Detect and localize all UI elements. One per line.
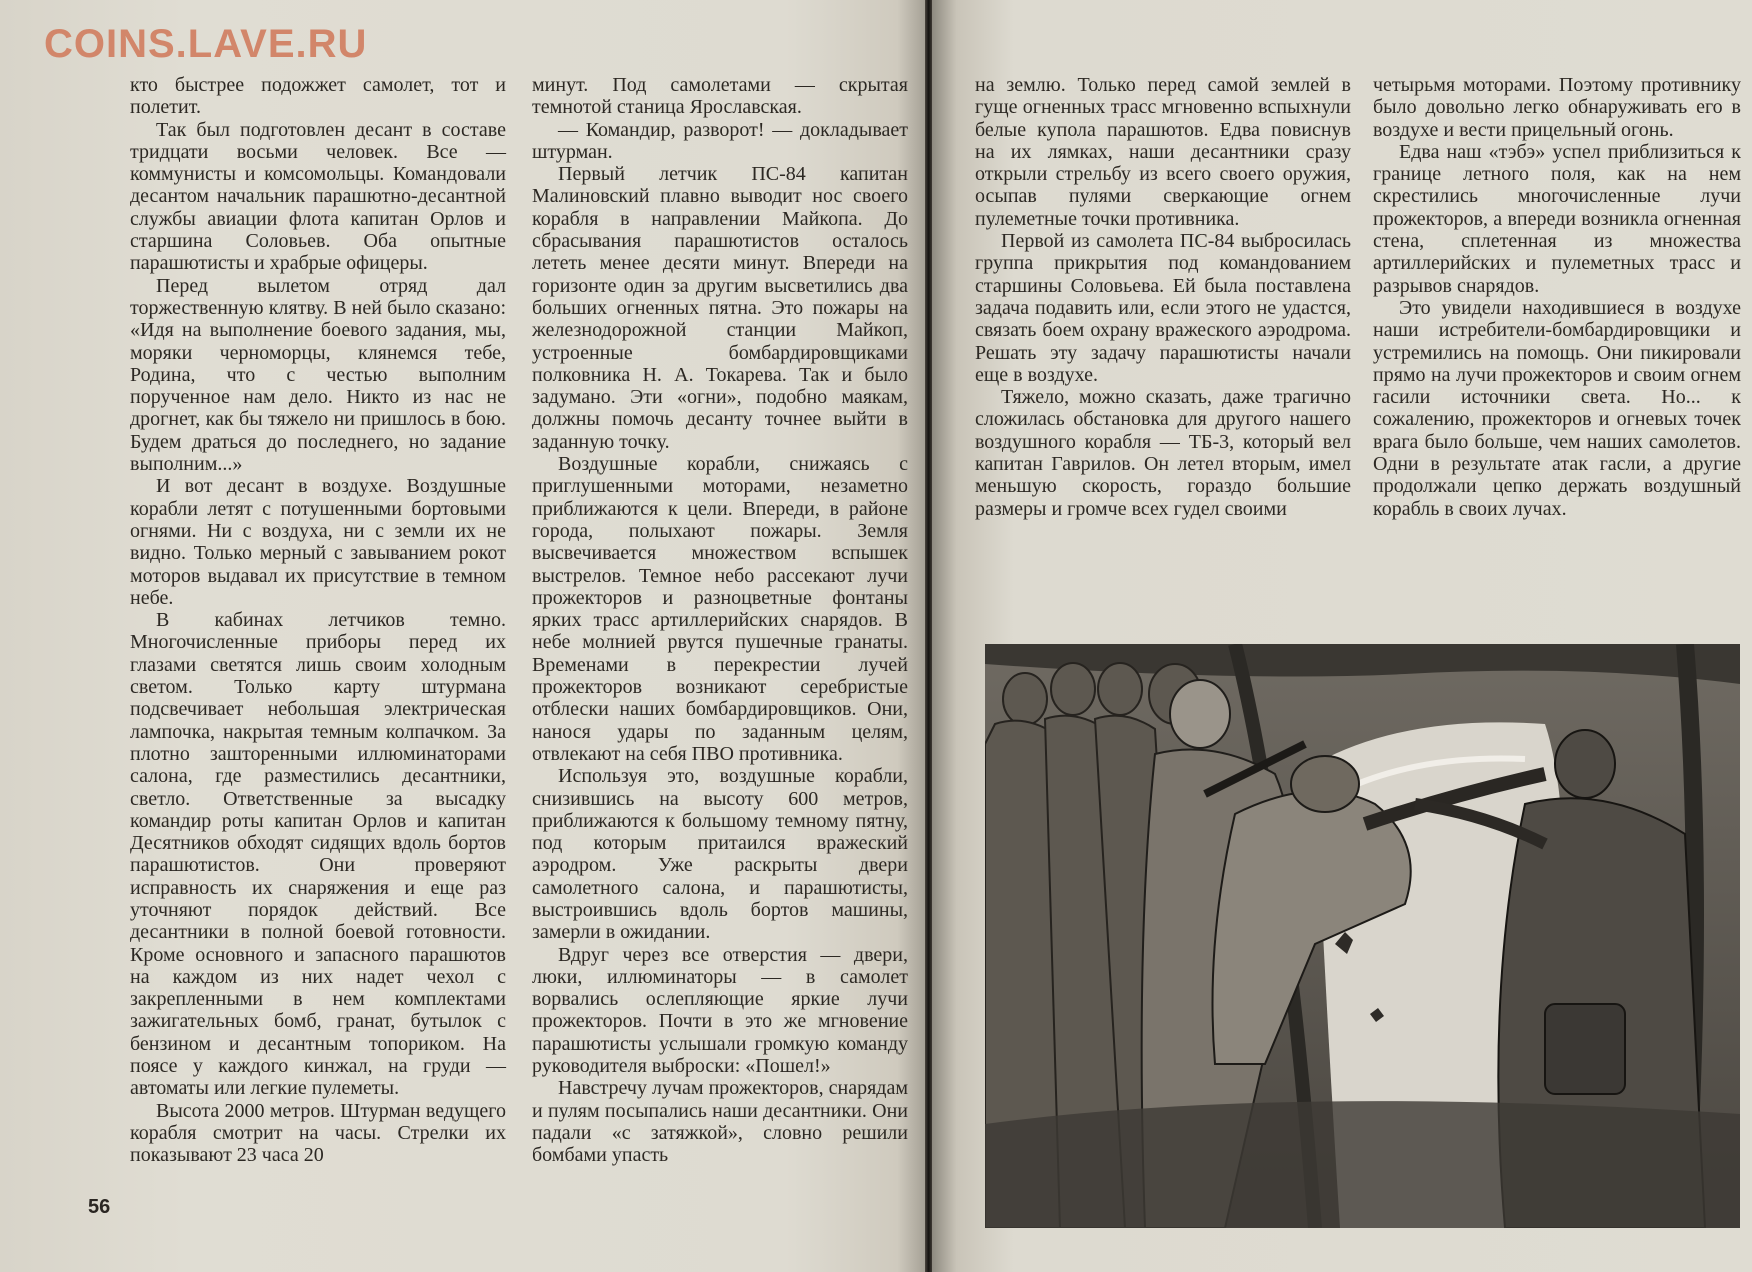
paragraph: В кабинах летчиков темно. Многочисленные приборы перед их глазами светятся лишь своим холодным светом. Только карту штурмана подсвечивает небольшая электрическая лампочка, накрытая темным колпачком. За плотно зашторенными иллюминаторами салона, где разместились десантники, светло. Ответственные за высадку командир роты капитан Орлов и капитан Десятников обходят сидящих вдоль бортов парашютистов. Они проверяют исправность их снаряжения и еще раз уточняют порядок действий. Все десантники в полной боевой готовности. Кроме основного и запасного парашютов на каждом из них надет чехол с закрепленными в нем комплектами зажигательных бомб, гранат, бутылок с бензином и десантным топориком. На поясе у каждого кинжал, на груди — автоматы или легкие пулеметы. [130,609,506,1100]
text-column-2 [532,74,908,1167]
page-number: 56 [88,1196,111,1218]
watermark: COINS.LAVE.RU [44,22,368,66]
paratroopers-illustration [985,644,1740,1228]
paragraph: Воздушные корабли, снижаясь с приглушенными моторами, незаметно приближаются к цели. Впереди, в районе города, полыхают пожары. Земля высвечивается множеством вспышек выстрелов. Темное небо рассекают лучи прожекторов и разноцветные фонтаны ярких трасс артиллерийских снарядов. В небе молнией рвутся пушечные гранаты. Временами в перекрестии лучей прожекторов возникают серебристые отблески наших бомбардировщиков. Они, нанося удары по заданным целям, отвлекают на себя ПВО противника. [532,453,908,765]
paragraph: Так был подготовлен десант в составе тридцати восьми человек. Все — коммунисты и комсомольцы. Командовали десантом начальник парашютно-десантной службы авиации флота капитан Орлов и старшина Соловьев. Оба опытные парашютисты и храбрые офицеры. [130,118,506,275]
paragraph: Высота 2000 метров. Штурман ведущего корабля смотрит на часы. Стрелки их показывают 23 часа 20 [130,1099,506,1167]
paragraph: И вот десант в воздухе. Воздушные корабли летят с потушенными бортовыми огнями. Ни с воздуха, ни с земли их не видно. Только мерный с завыванием рокот моторов выдавал их присутствие в темном небе. [130,475,506,609]
paragraph: Используя это, воздушные корабли, снизившись на высоту 600 метров, приближаются к большому темному пятну, под которым притаился вражеский аэродром. Уже раскрыты двери самолетного салона, и парашютисты, выстроившись вдоль бортов машины, замерли в ожидании. [532,765,908,944]
paragraph: Тяжело, можно сказать, даже трагично сложилась обстановка для другого нашего воздушного корабля — ТБ-3, который вел капитан Гаврилов. Он летел вторым, имел меньшую скорость, гораздо большие размеры и громче всех гудел своими [975,386,1351,520]
paragraph: — Командир, разворот! — докладывает штурман. [532,118,908,163]
paragraph: Первой из самолета ПС-84 выбросилась группа прикрытия под командованием старшины Соловьева. Ей была поставлена задача подавить или, если этого не удастся, связать боем охрану вражеского аэродрома. Решать эту задачу парашютисты начали еще в воздухе. [975,230,1351,386]
paragraph: Первый летчик ПС-84 капитан Малиновский плавно выводит нос своего корабля в направлении Майкопа. До сбрасывания парашютистов осталось лететь менее десяти минут. Впереди на горизонте один за другим высветились два больших огненных пятна. Это пожары на железнодорожной станции Майкоп, устроенные бомбардировщиками полковника Н. А. Токарева. Так и было задумано. Эти «огни», подобно маякам, должны помочь десанту точнее выйти в заданную точку. [532,163,908,453]
text-column-4 [1373,74,1741,520]
paragraph: Перед вылетом отряд дал торжественную клятву. В ней было сказано: «Идя на выполнение боевого задания, мы, моряки черноморцы, клянемся тебе, Родина, что с честью выполним порученное нам дело. Никто из нас не дрогнет, как бы тяжело ни пришлось в бою. Будем драться до последнего, но задание выполним...» [130,274,506,476]
paragraph: кто быстрее подожжет самолет, тот и полетит. [130,74,506,119]
paragraph: на землю. Только перед самой землей в гуще огненных трасс мгновенно вспыхнули белые купола парашютов. Едва повиснув на их лямках, наши десантники сразу открыли стрельбу из всего своего оружия, осыпав пулями сверкающие огнем пулеметные точки противника. [975,74,1351,230]
paragraph: Это увидели находившиеся в воздухе наши истребители-бомбардировщики и устремились на помощь. Они пикировали прямо на лучи прожекторов и своим огнем гасили источники света. Но... к сожалению, прожекторов и огневых точек врага было больше, чем наших самолетов. Одни в результате атак гасли, а другие продолжали цепко держать воздушный корабль в своих лучах. [1373,296,1741,520]
paragraph: Вдруг через все отверстия — двери, люки, иллюминаторы — в самолет ворвались ослепляющие яркие лучи прожекторов. Почти в это же мгновение парашютисты услышали громкую команду руководителя выброски: «Пошел!» [532,943,908,1078]
paragraph: минут. Под самолетами — скрытая темнотой станица Ярославская. [532,74,908,119]
paragraph: четырьмя моторами. Поэтому противнику было довольно легко обнаруживать его в воздухе и вести прицельный огонь. [1373,74,1741,141]
text-column-1 [130,74,506,1167]
book-gutter [925,0,932,1272]
paragraph: Едва наш «тэбэ» успел приблизиться к границе летного поля, как на нем скрестились многочисленные лучи прожекторов, а впереди возникла огненная стена, сплетенная из множества артиллерийских и пулеметных трасс и разрывов снарядов. [1373,140,1741,297]
paragraph: Навстречу лучам прожекторов, снарядам и пулям посыпались наши десантники. Они падали «с затяжкой», словно решили бомбами упасть [532,1077,908,1167]
text-column-3 [975,74,1351,520]
